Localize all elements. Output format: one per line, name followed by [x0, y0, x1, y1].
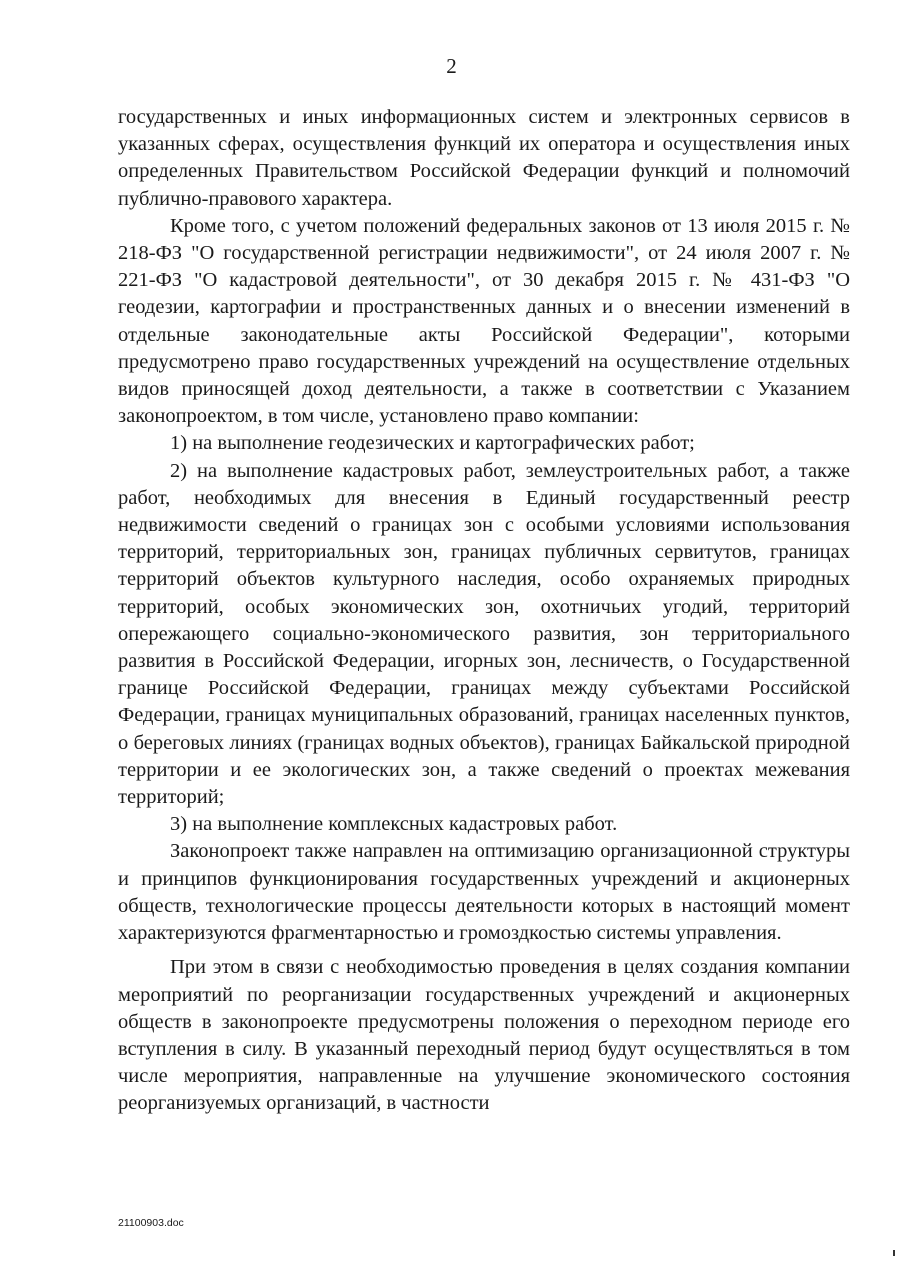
paragraph-continuation: государственных и иных информационных систем и электронных сервисов в указанных сферах, осуществления функций их оператора и осуществления иных определенных Правительством Российской Федерации функций и полномочий публично-правового характера. [118, 106, 850, 210]
page-number: 2 [446, 54, 457, 78]
footer-file-name: 21100903.doc [118, 1217, 184, 1229]
paragraph-optimization: Законопроект также направлен на оптимизацию организационной структуры и принципов функционирования государственных учреждений и акционерных обществ, технологические процессы деятельности которых в настоящий момент характеризуются фрагментарностью и громоздкостью системы управления. [118, 840, 850, 945]
scan-edge-mark [893, 1250, 895, 1256]
document-body [118, 104, 850, 1118]
list-item-cadastral-works: 2) на выполнение кадастровых работ, землеустроительных работ, а также работ, необходимых для внесения в Единый государственный реестр недвижимости сведений о границах зон с особыми условиями использования территорий, территориальных зон, границах публичных сервитутов, границах территорий объектов культурного наследия, особо охраняемых природных территорий, особых экономических зон, охотничьих угодий, территорий опережающего социально-экономического развития, зон территориального развития в Российской Федерации, игорных зон, лесничеств, о Государственной границе Российской Федерации, границах между субъектами Российской Федерации, границах муниципальных образований, границах населенных пунктов, о береговых линиях (границах водных объектов), границах Байкальской природной территории и ее экологических зон, а также сведений о проектах межевания территорий; [118, 459, 850, 809]
paragraph-federal-laws: Кроме того, с учетом положений федеральных законов от 13 июля 2015 г. № 218-ФЗ "О государственной регистрации недвижимости", от 24 июля 2007 г. № 221-ФЗ "О кадастровой деятельности", от 30 декабря 2015 г. № 431-ФЗ "О геодезии, картографии и пространственных данных и о внесении изменений в отдельные законодательные акты Российской Федерации", которыми предусмотрено право государственных учреждений на осуществление отдельных видов приносящей доход деятельности, а также в соответствии с Указанием законопроектом, в том числе, установлено право компании: [118, 214, 850, 428]
list-item-complex-cadastral-works: 3) на выполнение комплексных кадастровых работ. [170, 813, 618, 836]
list-item-geodetic-works: 1) на выполнение геодезических и картографических работ; [170, 432, 695, 455]
paragraph-transition-period: При этом в связи с необходимостью проведения в целях создания компании мероприятий по реорганизации государственных учреждений и акционерных обществ в законопроекте предусмотрены положения о переходном периоде его вступления в силу. В указанный переходный период будут осуществляться в том числе мероприятия, направленные на улучшение экономического состояния реорганизуемых организаций, в частности [118, 956, 850, 1115]
